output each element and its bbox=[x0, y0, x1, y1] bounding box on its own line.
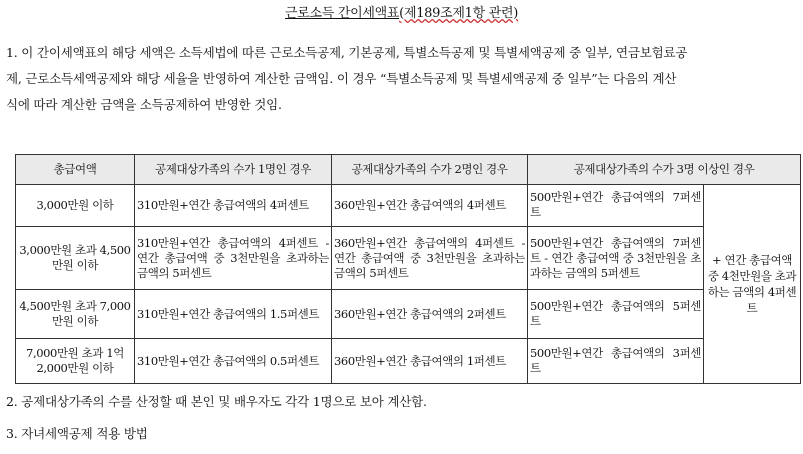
formula-one-dependent: 310만원+연간 총급여액의 4퍼센트 bbox=[135, 184, 332, 227]
paragraph-1-line-3: 식에 따라 계산한 금액을 소득공제하여 반영한 것임. bbox=[6, 97, 282, 112]
salary-band: 7,000만원 초과 1억 2,000만원 이하 bbox=[16, 339, 135, 384]
header-two-dependents: 공제대상가족의 수가 2명인 경우 bbox=[332, 155, 528, 185]
table-row bbox=[16, 184, 801, 227]
paragraph-1-line-2: 제, 근로소득세액공제와 해당 세율을 반영하여 계산한 금액임. 이 경우 “특별소득공제 및 특별세액공제 중 일부”는 다음의 계산 bbox=[6, 71, 677, 86]
salary-band: 3,000만원 초과 4,500만원 이하 bbox=[16, 227, 135, 290]
formula-three-plus-dependents: 500만원+연간 총급여액의 7퍼센트 - 연간 총급여액 중 3천만원을 초과하는 금액의 5퍼센트 bbox=[528, 227, 704, 290]
formula-one-dependent: 310만원+연간 총급여액의 4퍼센트 - 연간 총급여액 중 3천만원을 초과하는 금액의 5퍼센트 bbox=[135, 227, 332, 290]
header-total-salary: 총급여액 bbox=[16, 155, 135, 185]
additional-deduction-note: + 연간 총급여액 중 4천만원을 초과하는 금액의 4퍼센트 bbox=[704, 184, 801, 384]
title-main: 근로소득 간이세액표 bbox=[285, 6, 400, 21]
formula-three-plus-dependents: 500만원+연간 총급여액의 7퍼센트 bbox=[528, 184, 704, 227]
formula-two-dependents: 360만원+연간 총급여액의 4퍼센트 - 연간 총급여액 중 3천만원을 초과하는 금액의 5퍼센트 bbox=[332, 227, 528, 290]
header-one-dependent: 공제대상가족의 수가 1명인 경우 bbox=[135, 155, 332, 185]
paragraph-1-line-1: 1. 이 간이세액표의 해당 세액은 소득세법에 따른 근로소득공제, 기본공제, 특별소득공제 및 특별세액공제 중 일부, 연금보험료공 bbox=[6, 45, 688, 60]
header-three-plus-dependents: 공제대상가족의 수가 3명 이상인 경우 bbox=[528, 155, 801, 185]
formula-two-dependents: 360만원+연간 총급여액의 4퍼센트 bbox=[332, 184, 528, 227]
document-title bbox=[0, 2, 803, 21]
paragraph-1 bbox=[6, 40, 798, 118]
formula-two-dependents: 360만원+연간 총급여액의 1퍼센트 bbox=[332, 339, 528, 384]
salary-band: 4,500만원 초과 7,000만원 이하 bbox=[16, 290, 135, 339]
formula-two-dependents: 360만원+연간 총급여액의 2퍼센트 bbox=[332, 290, 528, 339]
table-row bbox=[16, 227, 801, 290]
salary-band: 3,000만원 이하 bbox=[16, 184, 135, 227]
formula-one-dependent: 310만원+연간 총급여액의 0.5퍼센트 bbox=[135, 339, 332, 384]
table-row bbox=[16, 290, 801, 339]
formula-three-plus-dependents: 500만원+연간 총급여액의 5퍼센트 bbox=[528, 290, 704, 339]
title-sub: (제189조제1항 관련) bbox=[399, 6, 518, 21]
paragraph-2: 2. 공제대상가족의 수를 산정할 때 본인 및 배우자도 각각 1명으로 보아 계산함. bbox=[6, 394, 427, 409]
table-row bbox=[16, 339, 801, 384]
table-header-row bbox=[16, 155, 801, 185]
deduction-table bbox=[15, 154, 801, 384]
formula-three-plus-dependents: 500만원+연간 총급여액의 3퍼센트 bbox=[528, 339, 704, 384]
paragraph-3: 3. 자녀세액공제 적용 방법 bbox=[6, 426, 148, 441]
formula-one-dependent: 310만원+연간 총급여액의 1.5퍼센트 bbox=[135, 290, 332, 339]
